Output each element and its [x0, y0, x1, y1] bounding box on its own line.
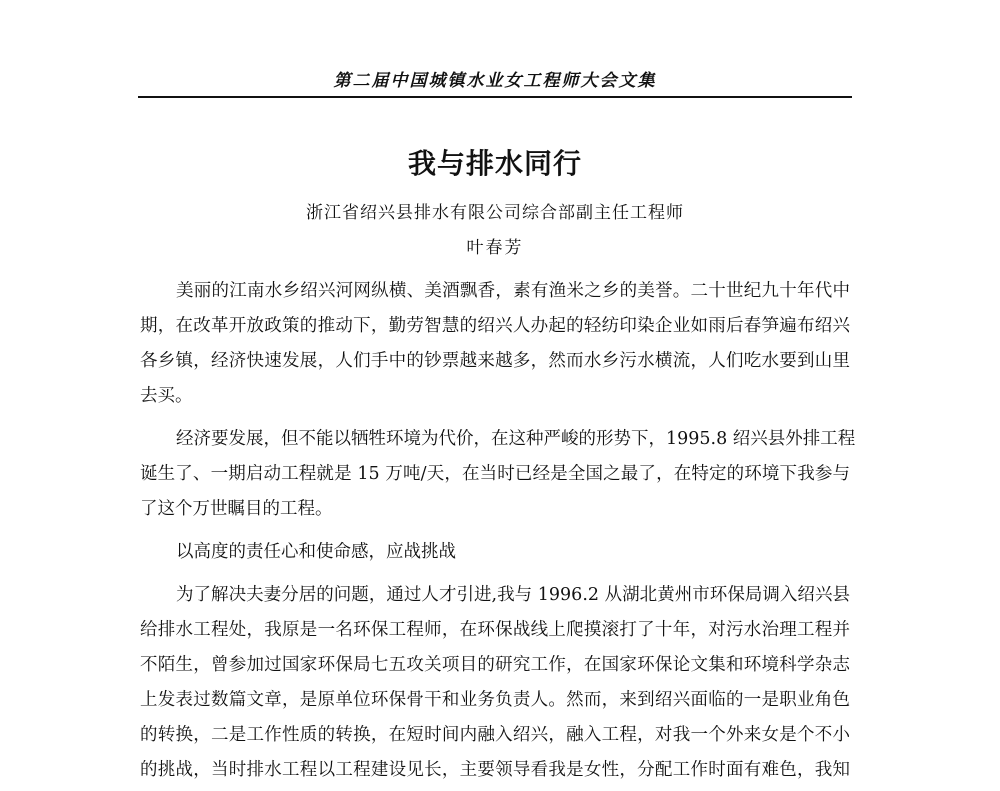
- text-line: 的转换，二是工作性质的转换，在短时间内融入绍兴，融入工程，对我一个外来女是个不小: [140, 725, 850, 745]
- author-name: 叶春芳: [466, 238, 524, 258]
- text-line: 了这个万世瞩目的工程。: [140, 499, 333, 519]
- article-body: [140, 277, 856, 791]
- running-header: 第二届中国城镇水业女工程师大会文集: [333, 71, 657, 91]
- text-line: 美丽的江南水乡绍兴河网纵横、美酒飘香，素有渔米之乡的美誉。二十世纪九十年代中: [176, 281, 850, 301]
- author-affiliation: 浙江省绍兴县排水有限公司综合部副主任工程师: [306, 203, 684, 223]
- text-line: 以高度的责任心和使命感，应战挑战: [176, 542, 456, 562]
- text-line: 各乡镇，经济快速发展，人们手中的钞票越来越多，然而水乡污水横流，人们吃水要到山里: [140, 351, 850, 371]
- text-line: 期，在改革开放政策的推动下，勤劳智慧的绍兴人办起的轻纺印染企业如雨后春笋遍布绍兴: [140, 316, 850, 336]
- paragraph: [140, 425, 856, 530]
- paragraph-gap: [140, 417, 850, 425]
- article-title: 我与排水同行: [407, 147, 582, 180]
- text-line: 不陌生，曾参加过国家环保局七五攻关项目的研究工作，在国家环保论文集和环境科学杂志: [140, 655, 850, 675]
- text-line: 去买。: [140, 386, 193, 406]
- paragraph: [140, 538, 850, 573]
- paragraph: [140, 277, 850, 417]
- paragraph-gap: [140, 573, 850, 581]
- text-line: 诞生了、一期启动工程就是 15 万吨/天，在当时已经是全国之最了，在特定的环境下我参与: [140, 464, 850, 484]
- text-line: 上发表过数篇文章，是原单位环保骨干和业务负责人。然而，来到绍兴面临的一是职业角色: [140, 690, 850, 710]
- text-line: 为了解决夫妻分居的问题，通过人才引进,我与 1996.2 从湖北黄州市环保局调入绍兴县: [176, 585, 850, 605]
- paragraph-gap: [140, 530, 850, 538]
- text-line: 的挑战，当时排水工程以工程建设见长，主要领导看我是女性，分配工作时面有难色，我知: [140, 760, 850, 780]
- text-line: 经济要发展，但不能以牺牲环境为代价，在这种严峻的形势下，1995.8 绍兴县外排工程: [176, 429, 856, 449]
- text-line: 给排水工程处，我原是一名环保工程师，在环保战线上爬摸滚打了十年，对污水治理工程并: [140, 620, 850, 640]
- header-rule: [138, 96, 852, 98]
